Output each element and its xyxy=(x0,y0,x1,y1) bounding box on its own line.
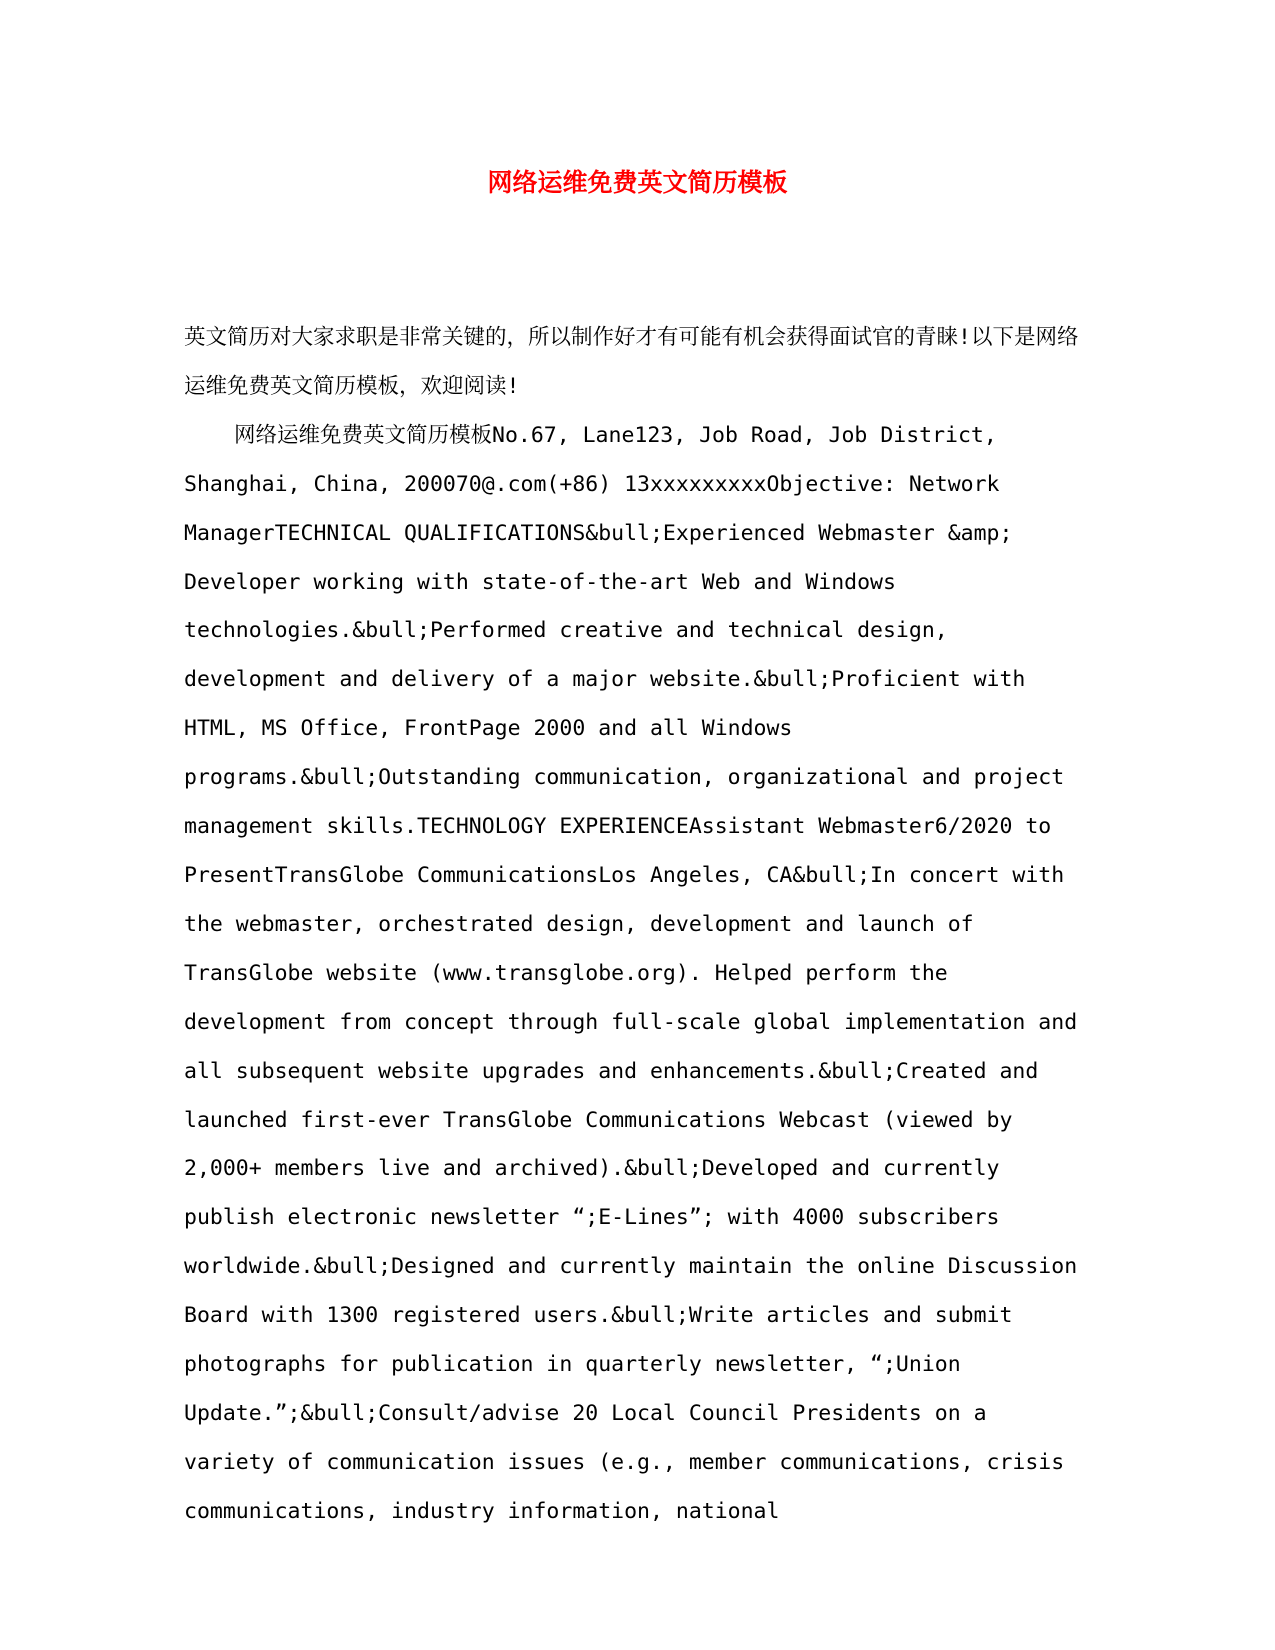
document-body xyxy=(184,314,1089,1537)
document-title: 网络运维免费英文简历模板 xyxy=(487,168,788,197)
resume-body-paragraph: 网络运维免费英文简历模板No.67, Lane123, Job Road, Job District, Shanghai, China, 200070@.com(+86) 13xxxxxxxxxObjective: Network ManagerTECHNICAL QUALIFICATIONS&bull;Experienced Webmaster &amp; Developer working with state-of-the-art Web and Windows technologies.&bull;Performed creative and technical design, development and delivery of a major website.&bull;Proficient with HTML, MS Office, FrontPage 2000 and all Windows programs.&bull;Outstanding communication, organizational and project management skills.TECHNOLOGY EXPERIENCEAssistant Webmaster6/2020 to PresentTransGlobe CommunicationsLos Angeles, CA&bull;In concert with the webmaster, orchestrated design, development and launch of TransGlobe website (www.transglobe.org). Helped perform the development from concept through full-scale global implementation and all subsequent website upgrades and enhancements.&bull;Created and launched first-ever TransGlobe Communications Webcast (viewed by 2,000+ members live and archived).&bull;Developed and currently publish electronic newsletter “;E-Lines”; with 4000 subscribers worldwide.&bull;Designed and currently maintain the online Discussion Board with 1300 registered users.&bull;Write articles and submit photographs for publication in quarterly newsletter, “;Union Update.”;&bull;Consult/advise 20 Local Council Presidents on a variety of communication issues (e.g., member communications, crisis communications, industry information, national xyxy=(184,422,1078,1524)
intro-paragraph: 英文简历对大家求职是非常关键的，所以制作好才有可能有机会获得面试官的青睐!以下是网络运维免费英文简历模板，欢迎阅读! xyxy=(184,325,1079,399)
